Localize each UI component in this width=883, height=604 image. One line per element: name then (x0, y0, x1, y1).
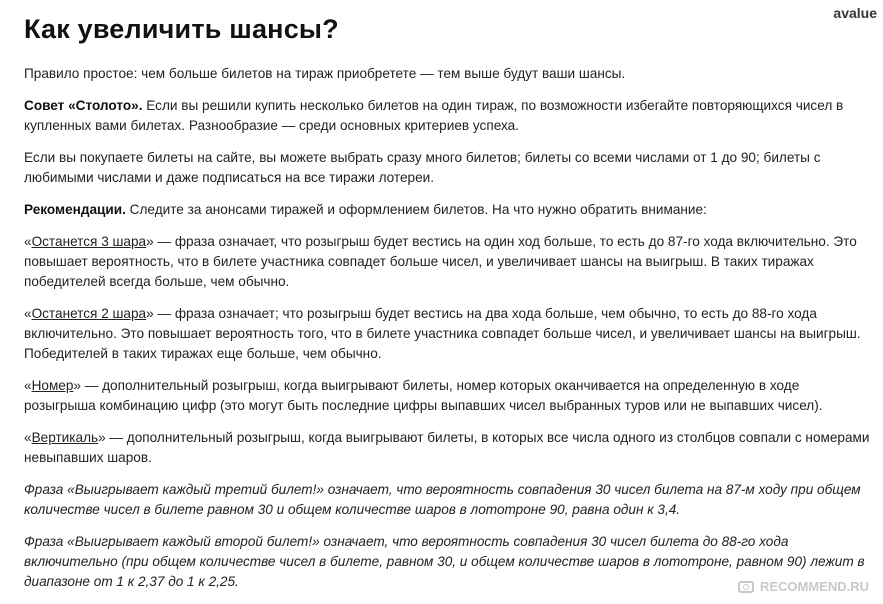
text-vertical: » — дополнительный розыгрыш, когда выигрывают билеты, в которых все числа одного из столбцов совпали с номерами невыпавших шаров. (24, 430, 870, 465)
quote-open: « (24, 234, 32, 249)
link-3-balls[interactable]: Останется 3 шара (31, 234, 147, 249)
page-title: Как увеличить шансы? (24, 14, 339, 44)
paragraph-vertical (24, 428, 872, 468)
watermark-bottom (738, 579, 869, 594)
quote-open: « (24, 378, 32, 393)
link-2-balls[interactable]: Останется 2 шара (31, 306, 147, 321)
paragraph-site: Если вы покупаете билеты на сайте, вы можете выбрать сразу много билетов; билеты со всеми числами от 1 до 90; билеты с любимыми числами и даже подписаться на все тиражи лотереи. (24, 150, 821, 185)
paragraph-recommendations (24, 200, 872, 220)
paragraph-every-third: Фраза «Выигрывает каждый третий билет!» означает, что вероятность совпадения 30 чисел билета на 87-м ходу при общем количестве чисел в билете равном 30 и общем количестве шаров в лототроне 90, равна один к 3,4. (24, 482, 861, 517)
quote-open: « (24, 430, 32, 445)
link-vertical[interactable]: Вертикаль (31, 430, 99, 445)
paragraph-2-balls (24, 304, 872, 364)
paragraph-tip (24, 96, 872, 136)
paragraph-every-second: Фраза «Выигрывает каждый второй билет!» означает, что вероятность совпадения 30 чисел билета до 88-го хода включительно (при общем количестве чисел в билете, равном 30, и общем количестве шаров в лототроне, равном 90) лежит в диапазоне от 1 к 2,37 до 1 к 2,25. (24, 534, 865, 589)
text-3-balls: » — фраза означает, что розыгрыш будет вестись на один ход больше, то есть до 87-го хода включительно. Это повышает вероятность, что в билете участника совпадет больше чисел, и увеличивает шансы на выигрыш. В таких тиражах победителей всегда больше, чем обычно. (24, 234, 857, 289)
text-2-balls: » — фраза означает; что розыгрыш будет вестись на два хода больше, чем обычно, то есть до 88-го хода включительно. Это повышает вероятность того, что в билете участника совпадет больше чисел, и увеличивает шансы на выигрыш. Победителей в таких тиражах еще больше, чем обычно. (24, 306, 861, 361)
watermark-top: avalue (833, 5, 877, 21)
paragraph-3-balls (24, 232, 872, 292)
quote-open: « (24, 306, 32, 321)
recommendations-text: Следите за анонсами тиражей и оформлением билетов. На что нужно обратить внимание: (125, 202, 707, 217)
paragraph-rule: Правило простое: чем больше билетов на тираж приобретете — тем выше будут ваши шансы. (24, 66, 626, 81)
paragraph-number (24, 376, 872, 416)
text-number: » — дополнительный розыгрыш, когда выигрывают билеты, номер которых оканчивается на определенную в ходе розыгрыша комбинацию цифр (это могут быть последние цифры выпавших чисел выбранных туров или не выпавших чисел). (24, 378, 823, 413)
link-number[interactable]: Номер (31, 378, 74, 393)
article-body (24, 64, 872, 604)
recommendations-heading: Рекомендации. (24, 202, 126, 217)
tip-heading: Совет «Столото». (24, 98, 143, 113)
tip-text: Если вы решили купить несколько билетов на один тираж, по возможности избегайте повторяющихся чисел в купленных вами билетах. Разнообразие — среди основных критериев успеха. (24, 98, 844, 133)
camera-icon (738, 581, 754, 593)
watermark-bottom-text: RECOMMEND.RU (759, 579, 869, 594)
